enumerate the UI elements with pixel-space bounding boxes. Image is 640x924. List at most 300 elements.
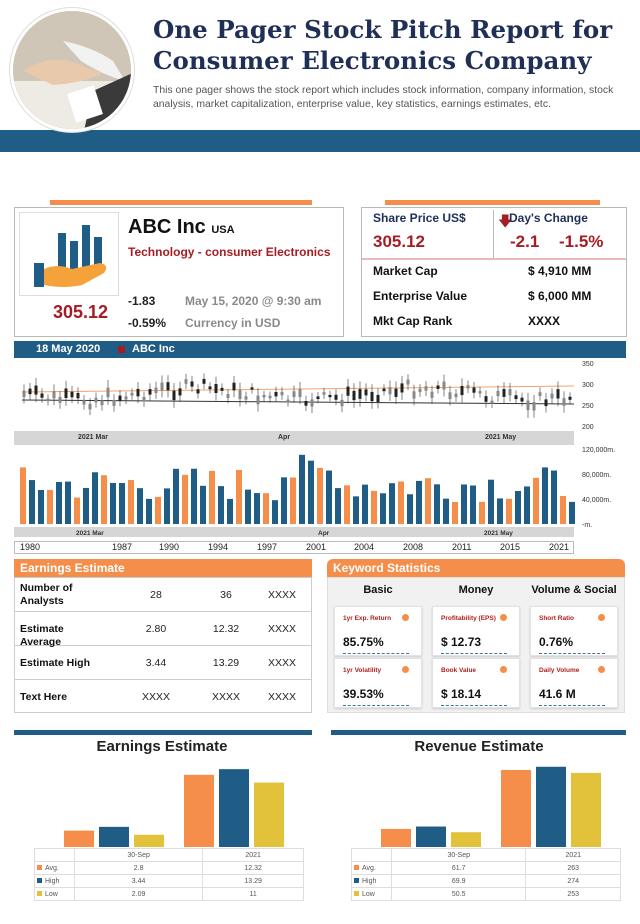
stat-label: Mkt Cap Rank xyxy=(373,314,453,328)
year-label: 2004 xyxy=(354,542,375,552)
candle-body xyxy=(119,396,122,401)
earnings-value-c: XXXX xyxy=(267,657,296,669)
stats-divider xyxy=(493,210,494,258)
keyword-card-underline xyxy=(441,705,507,706)
candle-body xyxy=(167,382,170,390)
earnings-value-b: XXXX xyxy=(211,691,240,703)
table-series-name xyxy=(35,888,75,901)
volume-bar xyxy=(479,502,485,524)
volume-bar xyxy=(515,491,521,524)
stat-value: $ 4,910 MM xyxy=(528,264,592,278)
candle-body xyxy=(263,395,266,397)
bar-chart-table xyxy=(351,848,621,901)
year-label: 2011 xyxy=(452,542,472,552)
volume-bar xyxy=(101,475,107,524)
table-corner xyxy=(352,849,392,862)
candle-body xyxy=(269,396,272,399)
candle-body xyxy=(281,392,284,395)
candle-body xyxy=(287,400,290,403)
volume-bar xyxy=(254,493,260,524)
company-datetime: May 15, 2020 @ 9:30 am xyxy=(185,294,322,308)
company-change-abs: -1.83 xyxy=(128,294,156,308)
series-name: High xyxy=(362,877,377,885)
earnings-row xyxy=(15,646,311,680)
candle-body xyxy=(515,395,518,399)
candle-body xyxy=(371,392,374,401)
keyword-card-label: Book Value xyxy=(441,667,477,674)
volume-bar xyxy=(236,470,242,524)
earnings-value-b: 36 xyxy=(220,589,232,601)
candle-body xyxy=(437,385,440,388)
volume-bar xyxy=(533,478,539,524)
bar-chart-title: Revenue Estimate xyxy=(414,738,544,755)
volume-bar xyxy=(335,488,341,524)
volume-bar xyxy=(182,475,188,524)
earnings-row-label: Text Here xyxy=(20,691,68,703)
stat-label: Market Cap xyxy=(373,264,438,278)
volume-bar xyxy=(290,478,296,524)
candle-body xyxy=(569,397,572,400)
volume-bar xyxy=(470,485,476,524)
candle-body xyxy=(251,387,254,389)
candle-body xyxy=(203,379,206,384)
bar-low xyxy=(571,773,601,847)
candle-body xyxy=(161,383,164,391)
volume-bar xyxy=(281,477,287,524)
table-category: 2021 xyxy=(526,849,621,862)
earnings-value-a: 3.44 xyxy=(145,657,167,669)
table-value: 61.7 xyxy=(392,862,526,875)
header-photo xyxy=(10,8,134,132)
candle-body xyxy=(53,391,56,398)
month-label: 2021 Mar xyxy=(78,434,108,441)
volume-bar xyxy=(92,472,98,524)
series-name: Avg. xyxy=(362,864,376,872)
volume-bar xyxy=(569,502,575,524)
table-value: 13.29 xyxy=(203,875,304,888)
keyword-card-label: 1yr Volatility xyxy=(343,667,382,674)
stock-chart-date: 18 May 2020 xyxy=(36,343,101,355)
year-label: 2008 xyxy=(403,542,424,552)
stats-accent-bar xyxy=(385,200,600,205)
volume-bar xyxy=(344,485,350,524)
candle-body xyxy=(347,387,350,396)
earnings-chart-accent xyxy=(14,730,312,735)
days-change-pct: -1.5% xyxy=(559,232,604,251)
volume-bar xyxy=(263,493,269,524)
year-label: 1987 xyxy=(112,542,133,552)
table-category: 30-Sep xyxy=(392,849,526,862)
bar-high xyxy=(99,827,129,847)
candle-body xyxy=(215,384,218,393)
company-name-row xyxy=(128,216,235,239)
volume-bar xyxy=(137,488,143,524)
keyword-card xyxy=(334,658,422,708)
candle-body xyxy=(299,389,302,397)
table-value: 253 xyxy=(526,888,621,901)
year-label: 1994 xyxy=(208,542,229,552)
candle-body xyxy=(479,391,482,393)
company-sector: Technology - consumer Electronics xyxy=(128,245,331,259)
candle-body xyxy=(551,394,554,399)
candle-body xyxy=(95,398,98,403)
candle-body xyxy=(413,391,416,398)
bar-high xyxy=(416,827,446,847)
volume-bar xyxy=(191,469,197,524)
candle-body xyxy=(323,392,326,395)
table-value: 2.8 xyxy=(75,862,203,875)
candle-body xyxy=(155,388,158,394)
company-logo-box xyxy=(19,212,119,296)
bar-avg xyxy=(64,831,94,847)
volume-month-label: 2021 Mar xyxy=(76,530,104,537)
table-value: 11 xyxy=(203,888,304,901)
candle-body xyxy=(245,396,248,399)
candle-body xyxy=(485,396,488,402)
volume-bar xyxy=(362,485,368,524)
bar-low xyxy=(134,835,164,847)
keyword-card-value: 41.6 M xyxy=(539,687,576,701)
candle-body xyxy=(101,400,104,405)
candle-body xyxy=(305,401,308,406)
volume-bar xyxy=(128,480,134,524)
keyword-card-underline xyxy=(539,705,605,706)
info-icon xyxy=(598,614,605,621)
series-swatch-icon xyxy=(354,878,359,883)
candle-body xyxy=(23,391,26,397)
volume-bar xyxy=(506,499,512,524)
bar-avg xyxy=(184,775,214,847)
earnings-value-a: XXXX xyxy=(141,691,170,703)
info-icon xyxy=(402,666,409,673)
volume-bar xyxy=(407,494,413,524)
year-label: 2015 xyxy=(500,542,521,552)
volume-bar xyxy=(65,482,71,524)
table-value: 274 xyxy=(526,875,621,888)
candle-body xyxy=(239,390,242,399)
year-label: 1980 xyxy=(20,542,41,552)
volume-bar xyxy=(371,491,377,524)
volume-bar xyxy=(146,499,152,524)
year-label: 2021 xyxy=(549,542,570,552)
keyword-column-header: Basic xyxy=(363,584,393,596)
candle-body xyxy=(335,395,338,400)
earnings-row xyxy=(15,680,311,714)
volume-bar xyxy=(452,502,458,524)
earnings-value-a: 28 xyxy=(150,589,162,601)
candle-body xyxy=(221,388,224,391)
table-category: 2021 xyxy=(203,849,304,862)
table-series-name xyxy=(352,862,392,875)
candle-body xyxy=(545,399,548,406)
candle-body xyxy=(137,389,140,396)
candle-body xyxy=(359,389,362,399)
candle-body xyxy=(533,402,536,410)
bar-high xyxy=(536,767,566,847)
earnings-row-label: Number of Analysts xyxy=(20,582,73,607)
keyword-column-header: Money xyxy=(458,584,494,596)
candle-body xyxy=(149,389,152,395)
keyword-card-value: 85.75% xyxy=(343,635,384,649)
table-value: 3.44 xyxy=(75,875,203,888)
volume-bar xyxy=(416,481,422,524)
days-change-label: Day's Change xyxy=(509,211,588,225)
stat-value: $ 6,000 MM xyxy=(528,289,592,303)
candle-body xyxy=(59,397,62,403)
candle-body xyxy=(125,396,128,399)
keyword-card-label: Daily Volume xyxy=(539,667,580,674)
keyword-column-header: Volume & Social xyxy=(531,584,617,596)
earnings-row xyxy=(15,612,311,646)
month-label: 2021 May xyxy=(485,434,517,441)
candle-body xyxy=(341,400,344,406)
volume-bar xyxy=(74,498,80,524)
info-icon xyxy=(598,666,605,673)
candle-body xyxy=(563,398,566,406)
keyword-card-underline xyxy=(539,653,605,654)
stats-separator xyxy=(362,258,626,260)
candle-body xyxy=(473,388,476,393)
header-band xyxy=(0,130,640,152)
candle-body xyxy=(107,388,110,397)
volume-bar xyxy=(398,482,404,524)
earnings-row xyxy=(15,578,311,612)
earnings-row-label: Estimate Average xyxy=(20,623,64,648)
volume-bar xyxy=(110,483,116,524)
volume-bar xyxy=(209,471,215,524)
volume-bar xyxy=(20,467,26,524)
bar-avg xyxy=(501,770,531,847)
down-arrow-icon: 🡇 xyxy=(498,213,513,229)
volume-bar xyxy=(425,478,431,524)
candle-body xyxy=(191,381,194,386)
candle-body xyxy=(461,386,464,395)
year-label: 1990 xyxy=(159,542,180,552)
volume-bar xyxy=(272,500,278,524)
candle-body xyxy=(443,382,446,390)
volume-bar xyxy=(47,490,53,524)
table-series-name xyxy=(352,888,392,901)
candle-body xyxy=(329,395,332,397)
keyword-card-underline xyxy=(343,653,409,654)
volume-bar xyxy=(317,468,323,524)
share-price-value: 305.12 xyxy=(373,232,425,251)
volume-bar xyxy=(83,488,89,524)
candle-body xyxy=(455,394,458,397)
candle-body xyxy=(71,392,74,398)
series-swatch-icon xyxy=(37,878,42,883)
volume-bar xyxy=(488,480,494,524)
volume-bar xyxy=(245,490,251,524)
candle-body xyxy=(143,397,146,402)
volume-bar xyxy=(29,480,35,524)
series-name: High xyxy=(45,877,60,885)
bar-avg xyxy=(381,829,411,847)
table-value: 263 xyxy=(526,862,621,875)
bar-chart xyxy=(14,757,310,847)
candle-body xyxy=(77,393,80,398)
candle-body xyxy=(539,392,542,396)
company-price: 305.12 xyxy=(53,302,109,322)
volume-tick: -m. xyxy=(582,522,593,529)
volume-bar xyxy=(524,486,530,524)
earnings-value-c: XXXX xyxy=(267,589,296,601)
handshake-photo-icon xyxy=(13,11,134,132)
earnings-value-c: XXXX xyxy=(267,691,296,703)
volume-bar xyxy=(497,498,503,524)
table-category: 30-Sep xyxy=(75,849,203,862)
candle-body xyxy=(83,400,86,404)
days-change-abs: -2.1 xyxy=(510,232,540,251)
candle-body xyxy=(395,389,398,397)
volume-bar xyxy=(164,488,170,524)
price-tick: 250 xyxy=(582,403,594,410)
keyword-stats-header: Keyword Statistics xyxy=(327,559,625,577)
price-tick: 300 xyxy=(582,382,594,389)
volume-bar xyxy=(326,471,332,524)
keyword-stats-panel xyxy=(327,577,625,713)
year-axis xyxy=(14,541,574,554)
stat-value: XXXX xyxy=(528,314,561,328)
keyword-card-value: 39.53% xyxy=(343,687,384,701)
candle-body xyxy=(401,383,404,392)
candle-body xyxy=(557,389,560,398)
volume-bar xyxy=(380,493,386,524)
company-panel xyxy=(14,207,344,337)
candle-body xyxy=(431,392,434,398)
volume-bar xyxy=(38,490,44,524)
candle-body xyxy=(47,399,50,402)
table-series-name xyxy=(35,875,75,888)
series-swatch-icon xyxy=(37,865,42,870)
candle-body xyxy=(419,389,422,392)
revenue-chart-accent xyxy=(331,730,626,735)
bar-chart-table xyxy=(34,848,304,901)
bar-chart-title: Earnings Estimate xyxy=(96,738,228,755)
series-swatch-icon xyxy=(354,891,359,896)
keyword-card-label: Short Ratio xyxy=(539,615,575,622)
share-price-label: Share Price US$ xyxy=(373,211,466,225)
table-value: 12.32 xyxy=(203,862,304,875)
stock-chart-legend: ABC Inc xyxy=(132,343,175,355)
volume-bar xyxy=(461,484,467,524)
earnings-table xyxy=(14,577,312,713)
volume-bar xyxy=(551,471,557,524)
keyword-card-value: $ 12.73 xyxy=(441,635,482,649)
earnings-table-header: Earnings Estimate xyxy=(14,559,312,577)
volume-bar xyxy=(389,483,395,524)
table-series-name xyxy=(35,862,75,875)
earnings-value-b: 12.32 xyxy=(212,623,240,635)
volume-bar xyxy=(434,484,440,524)
candle-body xyxy=(179,388,182,395)
volume-bar xyxy=(56,482,62,524)
page-title: One Pager Stock Pitch Report for Consumer Electronics Company xyxy=(153,15,613,75)
volume-tick: 40,000m. xyxy=(582,497,612,504)
candle-body xyxy=(467,385,470,388)
page-subtitle: This one pager shows the stock report which includes stock information, company information, stock analysis, market capitalization, enterprise value, key statistics, earnings estimates, etc. xyxy=(153,85,614,110)
candle-body xyxy=(89,404,92,410)
volume-bar xyxy=(308,461,314,524)
volume-bar xyxy=(560,496,566,524)
candle-body xyxy=(389,387,392,394)
series-name: Avg. xyxy=(45,864,59,872)
candle-body xyxy=(497,391,500,396)
keyword-card-label: 1yr Exp. Return xyxy=(343,615,392,622)
volume-month-label: 2021 May xyxy=(484,530,513,537)
candle-body xyxy=(383,389,386,392)
candle-body xyxy=(407,380,410,385)
moving-average-line xyxy=(22,386,574,392)
candle-body xyxy=(503,389,506,397)
earnings-value-c: XXXX xyxy=(267,623,296,635)
candle-body xyxy=(275,392,278,396)
volume-month-label: Apr xyxy=(318,530,330,537)
candle-body xyxy=(41,393,44,397)
keyword-card xyxy=(530,658,618,708)
bar-chart-data-table xyxy=(34,848,304,901)
table-value: 69.9 xyxy=(392,875,526,888)
candle-body xyxy=(509,389,512,395)
price-tick: 350 xyxy=(582,361,594,368)
company-currency: Currency in USD xyxy=(185,316,281,330)
series-swatch-icon xyxy=(37,891,42,896)
bar-chart xyxy=(331,757,627,847)
volume-bar xyxy=(173,469,179,524)
volume-bar xyxy=(200,486,206,524)
keyword-card xyxy=(432,658,520,708)
company-change-pct: -0.59% xyxy=(128,316,167,330)
volume-bar xyxy=(155,497,161,524)
hand-chart-icon xyxy=(20,213,120,297)
candle-body xyxy=(35,386,38,395)
candle-body xyxy=(521,398,524,402)
company-name: ABC Inc xyxy=(128,216,206,238)
volume-bar xyxy=(299,455,305,524)
company-accent-bar xyxy=(50,200,312,205)
stock-chart xyxy=(14,358,626,558)
candle-body xyxy=(425,386,428,391)
candle-body xyxy=(257,396,260,405)
keyword-card xyxy=(334,606,422,656)
candle-body xyxy=(233,383,236,391)
bar-low xyxy=(451,832,481,847)
table-value: 50.5 xyxy=(392,888,526,901)
series-swatch-icon xyxy=(354,865,359,870)
stat-label: Enterprise Value xyxy=(373,289,468,303)
candle-body xyxy=(227,394,230,398)
keyword-card-value: $ 18.14 xyxy=(441,687,482,701)
keyword-card-value: 0.76% xyxy=(539,635,574,649)
stats-panel xyxy=(361,207,627,337)
year-label: 1997 xyxy=(257,542,278,552)
info-icon xyxy=(500,614,507,621)
keyword-card xyxy=(530,606,618,656)
keyword-card-underline xyxy=(343,705,409,706)
price-tick: 200 xyxy=(582,424,594,431)
earnings-row-label: Estimate High xyxy=(20,657,91,669)
company-country: USA xyxy=(211,224,235,236)
volume-bar xyxy=(218,486,224,524)
candle-body xyxy=(65,388,68,398)
info-icon xyxy=(500,666,507,673)
table-series-name xyxy=(352,875,392,888)
candle-body xyxy=(209,386,212,389)
candle-body xyxy=(293,391,296,397)
volume-tick: 120,000m. xyxy=(582,447,616,454)
candle-body xyxy=(173,391,176,400)
table-value: 2.09 xyxy=(75,888,203,901)
